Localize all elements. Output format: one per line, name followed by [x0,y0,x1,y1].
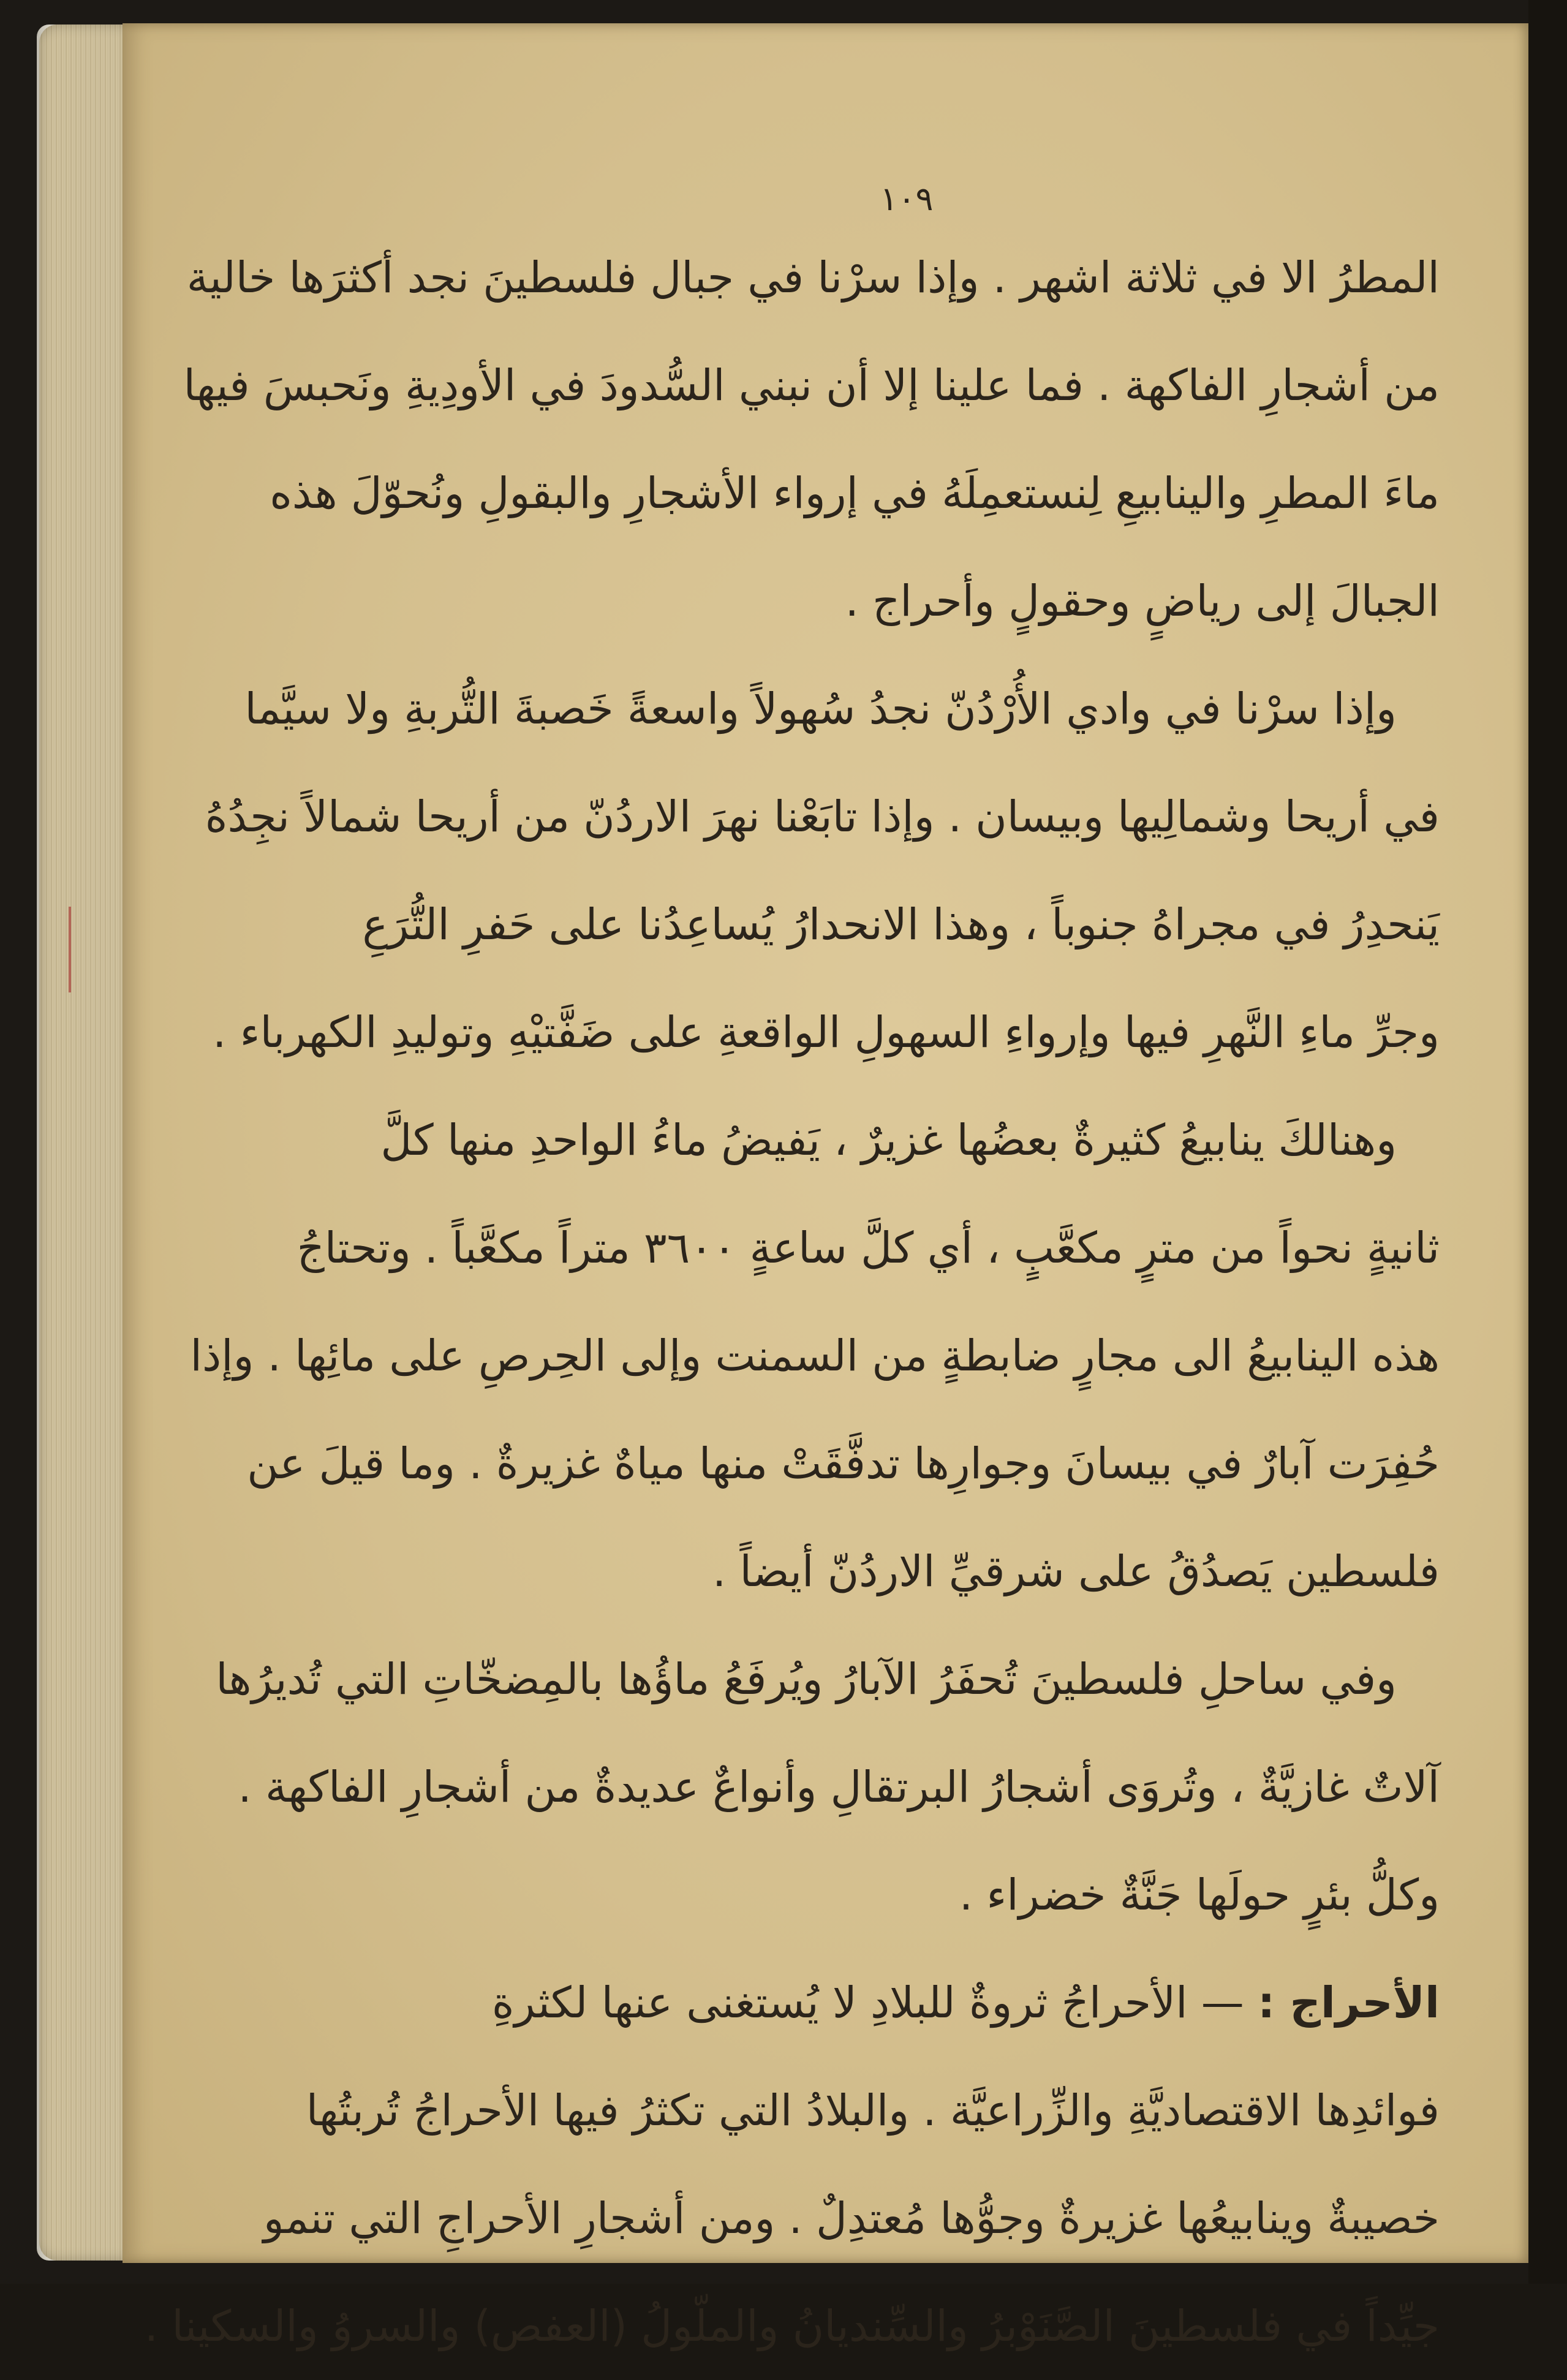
page-body-text [144,224,1440,2380]
paragraph-rainfall-mountains [178,224,1440,655]
text-line [178,1949,1440,2057]
section-heading-forests: الأحراج : [1258,1978,1440,2028]
paragraph-springs [178,1086,1440,1625]
text-line: جيِّداً في فلسطينَ الصَّنَوْبرُ والسِّنديانُ والملّولُ (العفص) والسروُ والسكينا . [144,2301,1440,2351]
scan-right-border [1528,0,1567,2284]
text-line: في أريحا وشمالِيها وبيسان . وإذا تابَعْنا نهرَ الاردُنّ من أريحا شمالاً نجِدُهُ [205,791,1440,842]
text-line: وإذا سرْنا في وادي الأُرْدُنّ نجدُ سُهولاً واسعةً خَصبةَ التُّربةِ ولا سيَّما [244,684,1397,734]
text-line: حُفِرَت آبارٌ في بيسانَ وجوارِها تدفَّقَتْ منها مياهٌ غزيرةٌ . وما قيلَ عن [247,1438,1440,1489]
text-line: وفي ساحلِ فلسطينَ تُحفَرُ الآبارُ ويُرفَعُ ماؤُها بالمِضخّاتِ التي تُديرُها [216,1654,1397,1704]
text-line: ثانيةٍ نحواً من مترٍ مكعَّبٍ ، أي كلَّ ساعةٍ ٣٦٠٠ متراً مكعَّباً . وتحتاجُ [296,1223,1440,1273]
text-line: وهنالكَ ينابيعُ كثيرةٌ بعضُها غزيرٌ ، يَفيضُ ماءُ الواحدِ منها كلَّ [380,1115,1397,1165]
text-line: يَنحدِرُ في مجراهُ جنوباً ، وهذا الانحدارُ يُساعِدُنا على حَفرِ التُّرَعِ [362,899,1440,950]
text-line: الجبالَ إلى رياضٍ وحقولٍ وأحراج . [845,576,1440,626]
text-line: وكلُّ بئرٍ حولَها جَنَّةٌ خضراء . [959,1870,1440,1920]
text-line: فوائدِها الاقتصاديَّةِ والزِّراعيَّة . والبلادُ التي تكثرُ فيها الأحراجُ تُربتُها [306,2085,1440,2136]
text-line: وجرِّ ماءِ النَّهرِ فيها وإرواءِ السهولِ الواقعةِ على ضَفَّتيْهِ وتوليدِ الكهرباء . [213,1007,1440,1057]
text-line: هذه الينابيعُ الى مجارٍ ضابطةٍ من السمنت وإلى الحِرصِ على مائِها . وإذا [190,1331,1440,1381]
paragraph-forests [144,1949,1440,2380]
text-line: آلاتٌ غازيَّةٌ ، وتُروَى أشجارُ البرتقالِ وأنواعٌ عديدةٌ من أشجارِ الفاكهة . [238,1762,1440,1812]
page-edges [39,25,131,2261]
book-page [123,23,1528,2351]
paragraph-coast-wells [178,1625,1440,1949]
text-line: فلسطين يَصدُقُ على شرقيِّ الاردُنّ أيضاً . [712,1546,1440,1596]
paragraph-jordan-valley [178,655,1440,1086]
text-line: من أشجارِ الفاكهة . فما علينا إلا أن نبني السُّدودَ في الأودِيةِ ونَحبسَ فيها [183,360,1440,410]
red-bookmark-mark [69,907,71,992]
text-line: المطرُ الا في ثلاثة اشهر . وإذا سرْنا في جبال فلسطينَ نجد أكثرَها خالية [186,252,1440,303]
text-line-segment: — الأحراجُ ثروةٌ للبلادِ لا يُستغنى عنها لكثرةِ [491,1978,1244,2028]
page-number: ١٠٩ [880,179,934,218]
text-line: خصيبةٌ وينابيعُها غزيرةٌ وجوُّها مُعتدِلٌ . ومن أشجارِ الأحراجِ التي تنمو [263,2193,1440,2243]
text-line: ماءَ المطرِ والينابيعِ لِنستعمِلَهُ في إرواء الأشجارِ والبقولِ ونُحوّلَ هذه [270,468,1440,518]
